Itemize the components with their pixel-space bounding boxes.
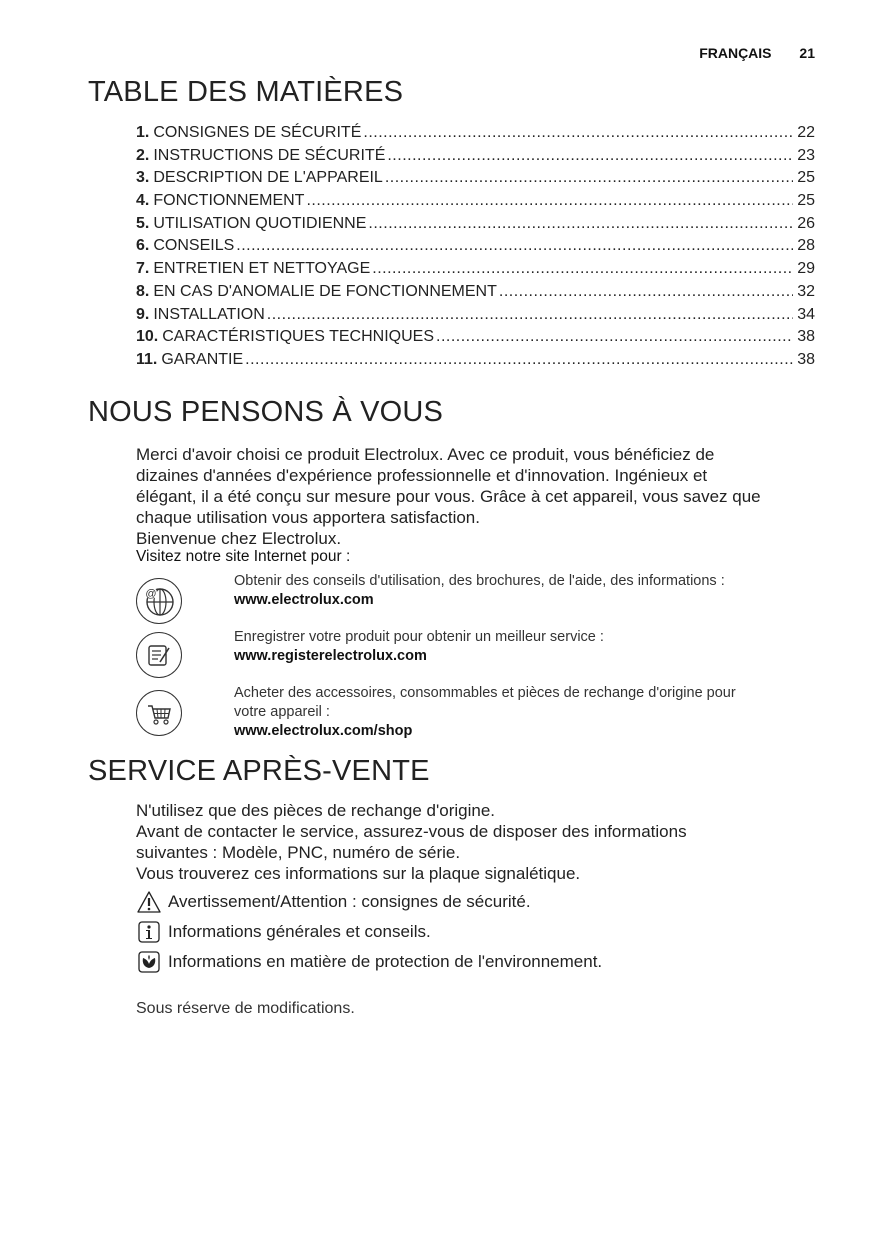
intro-line: dizaines d'années d'expérience professionnelle et d'innovation. Ingénieux et: [136, 466, 708, 485]
toc-entry-page: 32: [797, 282, 815, 300]
toc-entry[interactable]: [136, 190, 815, 213]
toc-leader-dots: [368, 213, 793, 236]
visit-website-label: Visitez notre site Internet pour :: [136, 548, 351, 565]
toc-entry-page: 28: [797, 237, 815, 255]
toc-entry[interactable]: [136, 122, 815, 145]
toc-leader-dots: [236, 235, 793, 258]
toc-leader-dots: [372, 258, 793, 281]
toc-entry-number: 9.: [136, 305, 150, 323]
toc-leader-dots: [387, 145, 793, 168]
link-description: votre appareil :: [234, 704, 330, 720]
toc-entry-label: DESCRIPTION DE L'APPAREIL: [153, 169, 383, 187]
warning-triangle-icon: [136, 890, 162, 914]
toc-entry[interactable]: [136, 258, 815, 281]
toc-entry-label: INSTALLATION: [153, 305, 265, 323]
toc-entry-label: UTILISATION QUOTIDIENNE: [153, 214, 367, 232]
environment-leaf-icon: [136, 950, 162, 974]
toc-entry-page: 23: [797, 146, 815, 164]
toc-leader-dots: [267, 304, 793, 327]
toc-title: TABLE DES MATIÈRES: [88, 76, 404, 108]
table-of-contents: [136, 122, 815, 372]
toc-entry-label: EN CAS D'ANOMALIE DE FONCTIONNEMENT: [153, 282, 497, 300]
link-url-register[interactable]: www.registerelectrolux.com: [234, 648, 427, 664]
toc-entry-number: 11.: [136, 350, 158, 368]
service-paragraph: [136, 800, 826, 884]
toc-entry-number: 5.: [136, 214, 150, 232]
toc-entry[interactable]: [136, 145, 815, 168]
subject-to-change-note: Sous réserve de modifications.: [136, 1000, 355, 1017]
service-line: suivantes : Modèle, PNC, numéro de série.: [136, 843, 461, 862]
link-description: Acheter des accessoires, consommables et pièces de rechange d'origine pour: [234, 685, 736, 701]
toc-entry[interactable]: [136, 167, 815, 190]
symbol-legend-environment: [136, 950, 602, 974]
toc-entry[interactable]: [136, 349, 815, 372]
toc-entry-label: ENTRETIEN ET NETTOYAGE: [153, 260, 371, 278]
toc-entry-page: 26: [797, 214, 815, 232]
toc-entry-label: CARACTÉRISTIQUES TECHNIQUES: [162, 328, 434, 346]
toc-entry-number: 7.: [136, 260, 150, 278]
toc-entry[interactable]: [136, 304, 815, 327]
toc-entry[interactable]: [136, 235, 815, 258]
intro-line: Merci d'avoir choisi ce produit Electrolux. Avec ce produit, vous bénéficiez de: [136, 445, 715, 464]
link-description: Enregistrer votre produit pour obtenir un meilleur service :: [234, 629, 604, 645]
toc-entry-number: 8.: [136, 282, 150, 300]
toc-entry-number: 6.: [136, 237, 150, 255]
symbol-legend-text: Avertissement/Attention : consignes de sécurité.: [168, 892, 531, 911]
symbol-legend-info: [136, 920, 431, 944]
register-note-icon: [136, 632, 182, 678]
header-language: FRANÇAIS: [699, 45, 772, 61]
toc-entry-number: 3.: [136, 169, 150, 187]
toc-entry-page: 25: [797, 169, 815, 187]
toc-leader-dots: [436, 326, 793, 349]
link-url-shop[interactable]: www.electrolux.com/shop: [234, 723, 413, 739]
toc-entry-page: 38: [797, 350, 815, 368]
toc-leader-dots: [306, 190, 793, 213]
toc-entry-number: 2.: [136, 146, 150, 164]
service-line: Vous trouverez ces informations sur la plaque signalétique.: [136, 864, 581, 883]
toc-entry-label: FONCTIONNEMENT: [153, 192, 305, 210]
service-line: Avant de contacter le service, assurez-vous de disposer des informations: [136, 822, 687, 841]
symbol-legend-warning: [136, 890, 531, 914]
symbol-legend-text: Informations en matière de protection de l'environnement.: [168, 952, 603, 971]
toc-entry-page: 29: [797, 260, 815, 278]
toc-entry-number: 1.: [136, 124, 150, 141]
toc-entry[interactable]: [136, 326, 815, 349]
toc-leader-dots: [385, 167, 793, 190]
toc-leader-dots: [245, 349, 793, 372]
svg-text:@: @: [145, 588, 157, 600]
toc-entry-label: INSTRUCTIONS DE SÉCURITÉ: [153, 146, 386, 164]
thinking-of-you-title: NOUS PENSONS À VOUS: [88, 396, 444, 428]
toc-entry-number: 4.: [136, 192, 150, 210]
toc-entry-label: CONSIGNES DE SÉCURITÉ: [153, 124, 362, 141]
toc-entry-page: 25: [797, 192, 815, 210]
toc-leader-dots: [363, 122, 793, 145]
link-url-electrolux[interactable]: www.electrolux.com: [234, 592, 374, 608]
globe-at-icon: [136, 578, 182, 624]
link-description: Obtenir des conseils d'utilisation, des brochures, de l'aide, des informations :: [234, 573, 725, 589]
intro-line: Bienvenue chez Electrolux.: [136, 529, 342, 548]
toc-leader-dots: [499, 281, 793, 304]
toc-entry-label: GARANTIE: [161, 350, 244, 368]
toc-entry[interactable]: [136, 213, 815, 236]
toc-entry-page: 22: [797, 124, 815, 141]
intro-line: chaque utilisation vous apportera satisfaction.: [136, 508, 480, 527]
page-number: 21: [799, 45, 815, 61]
intro-paragraph: [136, 444, 826, 549]
toc-entry-page: 38: [797, 328, 815, 346]
toc-entry-label: CONSEILS: [153, 237, 235, 255]
symbol-legend-text: Informations générales et conseils.: [168, 922, 431, 941]
intro-line: élégant, il a été conçu sur mesure pour vous. Grâce à cet appareil, vous savez que: [136, 487, 761, 506]
service-line: N'utilisez que des pièces de rechange d'origine.: [136, 801, 495, 820]
shopping-cart-icon: [136, 690, 182, 736]
after-sales-title: SERVICE APRÈS-VENTE: [88, 755, 430, 787]
info-icon: [136, 920, 162, 944]
toc-entry[interactable]: [136, 281, 815, 304]
page-header: [699, 45, 815, 61]
toc-entry-page: 34: [797, 305, 815, 323]
toc-entry-number: 10.: [136, 328, 159, 346]
